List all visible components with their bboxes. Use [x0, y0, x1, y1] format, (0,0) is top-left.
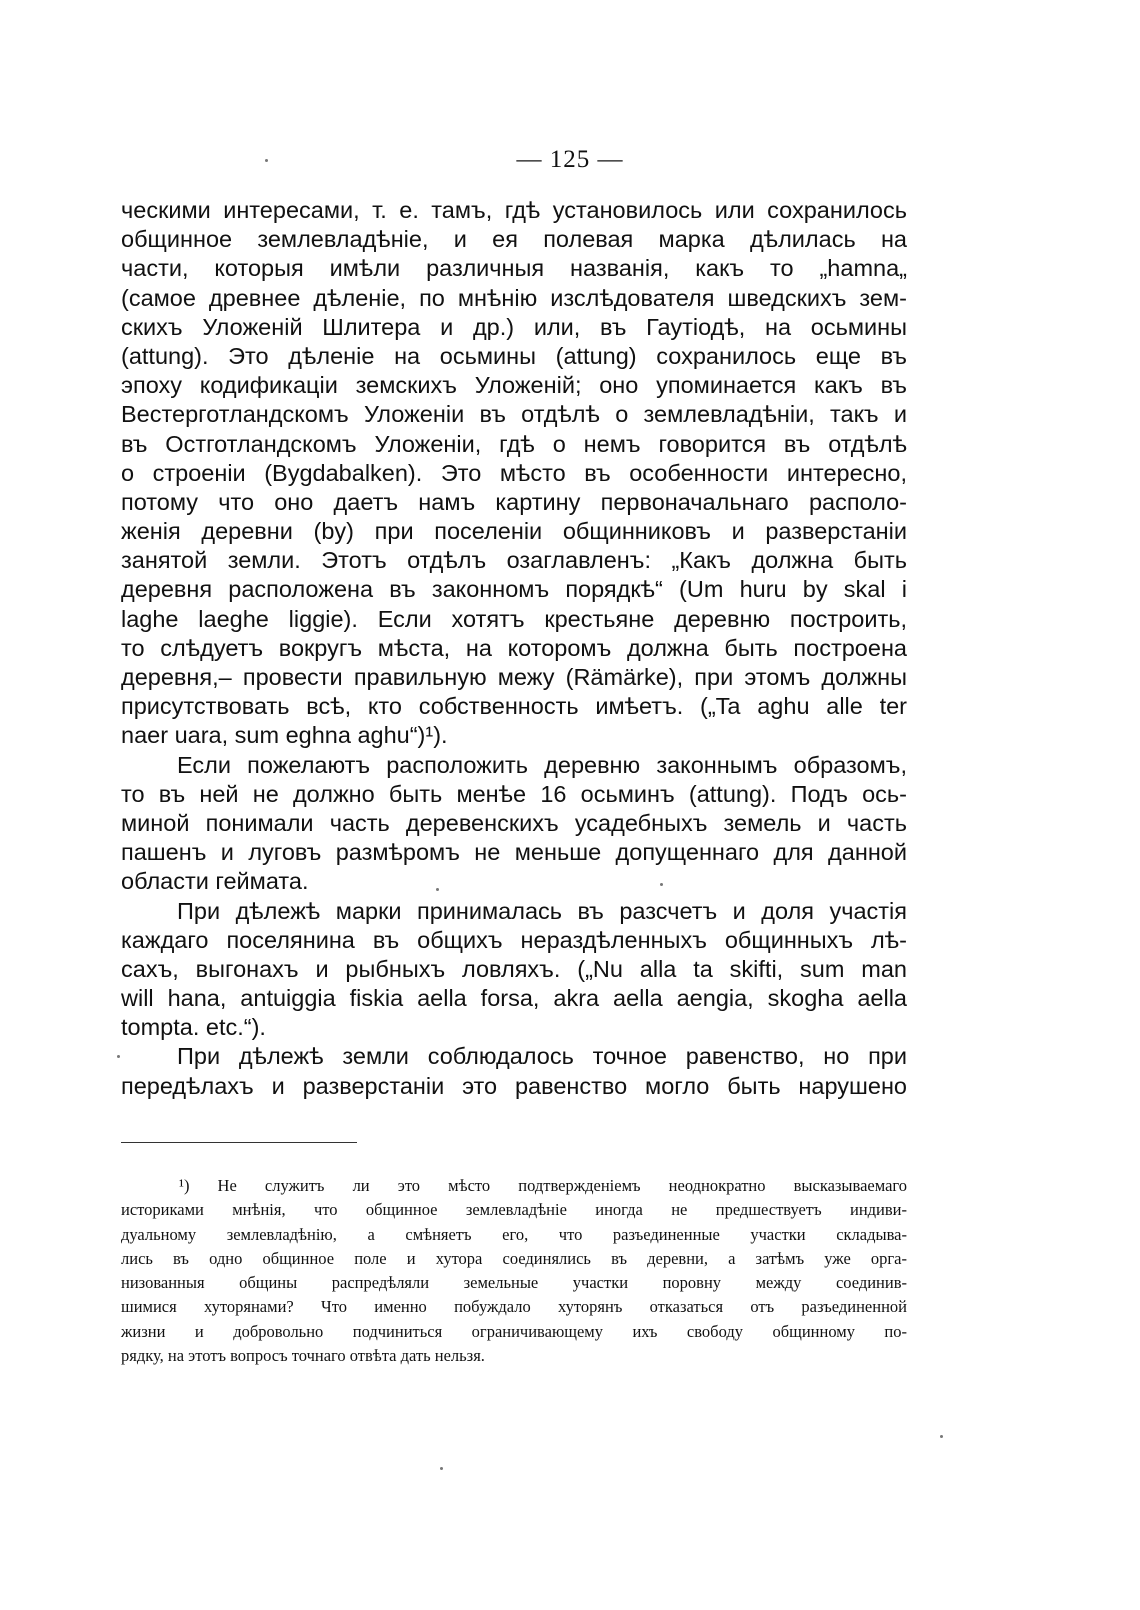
scan-speck	[660, 883, 663, 886]
body-line: области геймата.	[121, 868, 309, 895]
body-line: присутствовать всѣ, кто собственность имѣетъ. („Ta aghu alle ter	[121, 693, 907, 720]
footnote-line: дуальному землевладѣнію, а смѣняетъ его, что разъединенные участки складыва-	[121, 1224, 907, 1244]
body-line: При дѣлежѣ земли соблюдалось точное равенство, но при	[177, 1043, 907, 1070]
page-number: — 125 —	[516, 146, 624, 173]
body-line: пашенъ и луговъ размѣромъ не меньше допущеннаго для данной	[121, 839, 907, 866]
body-line: части, которыя имѣли различныя названія, какъ то „hamna„	[121, 255, 907, 282]
body-line: Если пожелаютъ расположить деревню законнымъ образомъ,	[177, 751, 907, 778]
scan-speck	[940, 1435, 943, 1438]
body-line: will hana, antuiggia fiskia aella forsa, akra aella aengia, skogha aella	[121, 985, 907, 1012]
footnote-divider	[121, 1142, 357, 1143]
footnote-line: низованныя общины распредѣляли земельные участки поровну между соединив-	[121, 1273, 907, 1293]
footnote-line: ¹) Не служитъ ли это мѣсто подтвержденіемъ неоднократно высказываемаго	[179, 1176, 907, 1195]
body-line: передѣлахъ и разверстаніи это равенство могло быть нарушено	[121, 1072, 907, 1099]
body-line: потому что оно даетъ намъ картину первоначальнаго располо-	[121, 488, 907, 515]
footnote-line: рядку, на этотъ вопросъ точнаго отвѣта дать нельзя.	[121, 1346, 485, 1366]
scan-speck	[117, 1055, 120, 1058]
footnote-line: историками мнѣнія, что общинное землевладѣніе иногда не предшествуетъ индиви-	[121, 1200, 907, 1220]
body-line: При дѣлежѣ марки принималась въ разсчетъ и доля участія	[177, 897, 907, 924]
footnote	[121, 1174, 907, 1368]
body-line: скихъ Уложеній Шлитера и др.) или, въ Гаутіодѣ, на осьмины	[121, 313, 907, 340]
footnote-line: жизни и добровольно подчиниться ограничивающему ихъ свободу общинному по-	[121, 1321, 907, 1341]
body-line: миной понимали часть деревенскихъ усадебныхъ земель и часть	[121, 809, 907, 836]
footnote-line: лись въ одно общинное поле и хутора соединялись въ деревни, а затѣмъ уже орга-	[121, 1248, 907, 1268]
scan-speck	[265, 159, 268, 162]
body-line: (attung). Это дѣленіе на осьмины (attung) сохранилось еще въ	[121, 342, 907, 369]
body-line: каждаго поселянина въ общихъ нераздѣленныхъ общинныхъ лѣ-	[121, 926, 907, 953]
body-line: ческими интересами, т. е. тамъ, гдѣ установилось или сохранилось	[121, 197, 907, 223]
body-line: сахъ, выгонахъ и рыбныхъ ловляхъ. („Nu alla ta skifti, sum man	[121, 955, 907, 982]
body-line: tompta. etc.“).	[121, 1014, 266, 1041]
body-line: эпоху кодификаціи земскихъ Уложеній; оно упоминается какъ въ	[121, 372, 907, 399]
footnote-line: шимися хуторянами? Что именно побуждало хуторянъ отказаться отъ разъединенной	[121, 1297, 907, 1317]
body-line: то въ ней не должно быть менѣе 16 осьминъ (attung). Подъ ось-	[121, 780, 907, 807]
body-line: деревня,– провести правильную межу (Rämärke), при этомъ должны	[121, 664, 907, 690]
body-line: женія деревни (by) при поселеніи общинниковъ и разверстаніи	[121, 518, 907, 545]
body-line: деревня расположена въ законномъ порядкѣ“ (Um huru by skal i	[121, 576, 907, 603]
scan-speck	[440, 1467, 443, 1470]
body-line: naer uara, sum eghna aghu“)¹).	[121, 722, 448, 749]
body-line: (самое древнее дѣленіе, по мнѣнію изслѣдователя шведскихъ зем-	[121, 284, 907, 311]
body-line: laghe laeghe liggie). Если хотятъ крестьяне деревню построить,	[121, 605, 907, 632]
body-text	[121, 196, 907, 1101]
body-line: то слѣдуетъ вокругъ мѣста, на которомъ должна быть построена	[121, 634, 907, 661]
body-line: занятой земли. Этотъ отдѣлъ озаглавленъ: „Какъ должна быть	[121, 547, 907, 574]
body-line: о строеніи (Bygdabalken). Это мѣсто въ особенности интересно,	[121, 459, 907, 486]
body-line: въ Остготландскомъ Уложеніи, гдѣ о немъ говорится въ отдѣлѣ	[121, 430, 907, 457]
scan-speck	[436, 888, 439, 891]
body-line: общинное землевладѣніе, и ея полевая марка дѣлилась на	[121, 226, 907, 253]
body-line: Вестерготландскомъ Уложеніи въ отдѣлѣ о землевладѣніи, такъ и	[121, 401, 907, 428]
